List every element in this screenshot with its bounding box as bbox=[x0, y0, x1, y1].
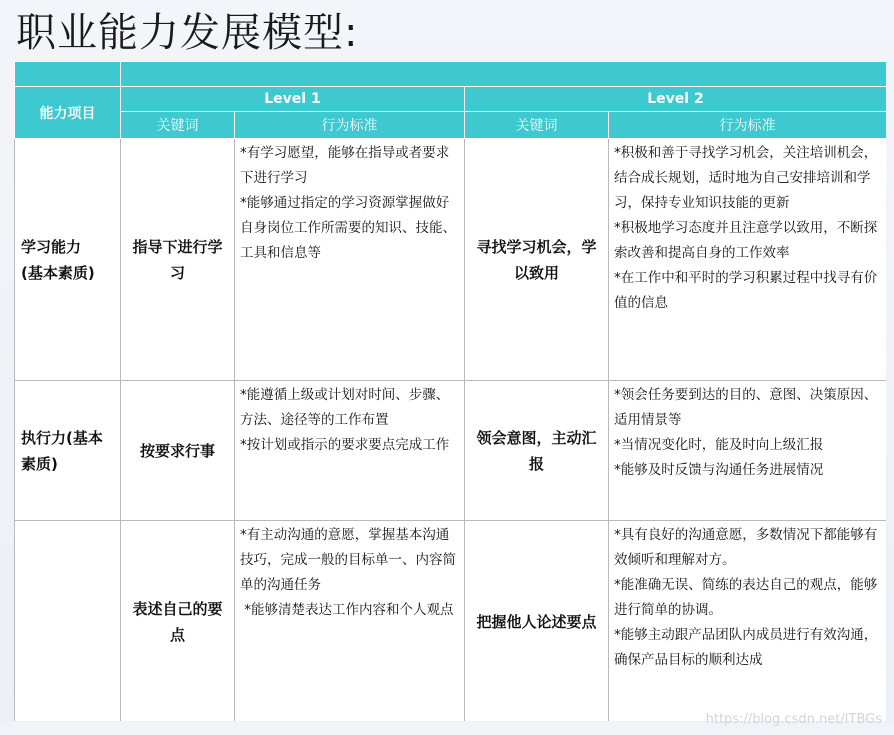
behavior-line: *按计划或指示的要求要点完成工作 bbox=[240, 437, 450, 453]
page-title: 职业能力发展模型: bbox=[16, 10, 359, 56]
behavior-line: *领会任务要到达的目的、意图、决策原因、适用情景等 bbox=[614, 387, 878, 428]
behavior-line: *有学习愿望，能够在指导或者要求下进行学习 bbox=[240, 145, 450, 186]
behavior-line: *能够清楚表达工作内容和个人观点 bbox=[240, 602, 454, 618]
l2-keyword: 把握他人论述要点 bbox=[465, 521, 609, 722]
l2-behavior bbox=[609, 381, 887, 521]
item-label: 执行力(基本素质) bbox=[21, 428, 103, 473]
behavior-line: *在工作中和平时的学习积累过程中找寻有价值的信息 bbox=[614, 270, 878, 311]
l2-keyword: 寻找学习机会，学以致用 bbox=[465, 139, 609, 381]
l1-keyword: 按要求行事 bbox=[121, 381, 235, 521]
header-l1-behavior: 行为标准 bbox=[235, 112, 465, 139]
behavior-line: *能够主动跟产品团队内成员进行有效沟通，确保产品目标的顺利达成 bbox=[614, 627, 878, 668]
competency-table-container bbox=[14, 61, 886, 721]
header-level-1: Level 1 bbox=[121, 87, 465, 112]
table-row bbox=[15, 381, 887, 521]
header-top-band bbox=[121, 62, 887, 87]
behavior-line: *能够及时反馈与沟通任务进展情况 bbox=[614, 462, 824, 478]
header-l1-keyword: 关键词 bbox=[121, 112, 235, 139]
l1-behavior bbox=[235, 521, 465, 722]
item-label: 学习能力 (基本素质) bbox=[21, 237, 95, 282]
header-l2-keyword: 关键词 bbox=[465, 112, 609, 139]
behavior-line: *积极和善于寻找学习机会，关注培训机会，结合成长规划，适时地为自己安排培训和学习，保持专业知识技能的更新 bbox=[614, 145, 878, 211]
l2-behavior bbox=[609, 521, 887, 722]
header-corner bbox=[15, 62, 121, 87]
table-row bbox=[15, 139, 887, 381]
behavior-line: *积极地学习态度并且注意学以致用，不断探索改善和提高自身的工作效率 bbox=[614, 220, 878, 261]
behavior-line: *有主动沟通的意愿，掌握基本沟通技巧，完成一般的目标单一、内容简单的沟通任务 bbox=[240, 527, 456, 593]
item-communication bbox=[15, 521, 121, 722]
item-learning bbox=[15, 139, 121, 381]
l1-behavior bbox=[235, 381, 465, 521]
behavior-line: *能遵循上级或计划对时间、步骤、方法、途径等的工作布置 bbox=[240, 387, 450, 428]
header-level-2: Level 2 bbox=[465, 87, 887, 112]
l1-keyword: 表述自己的要点 bbox=[121, 521, 235, 722]
item-execution bbox=[15, 381, 121, 521]
header-l2-behavior: 行为标准 bbox=[609, 112, 887, 139]
l2-keyword: 领会意图，主动汇报 bbox=[465, 381, 609, 521]
table-row bbox=[15, 521, 887, 722]
l1-behavior bbox=[235, 139, 465, 381]
behavior-line: *能够通过指定的学习资源掌握做好自身岗位工作所需要的知识、技能、工具和信息等 bbox=[240, 195, 456, 261]
watermark: https://blog.csdn.net/ITBGs bbox=[705, 712, 882, 727]
behavior-line: *当情况变化时，能及时向上级汇报 bbox=[614, 437, 824, 453]
l2-behavior bbox=[609, 139, 887, 381]
behavior-line: *具有良好的沟通意愿，多数情况下都能够有效倾听和理解对方。 bbox=[614, 527, 878, 568]
header-item-column: 能力项目 bbox=[15, 87, 121, 139]
competency-table bbox=[14, 61, 886, 721]
behavior-line: *能准确无误、简练的表达自己的观点，能够进行简单的协调。 bbox=[614, 577, 878, 618]
l1-keyword: 指导下进行学习 bbox=[121, 139, 235, 381]
